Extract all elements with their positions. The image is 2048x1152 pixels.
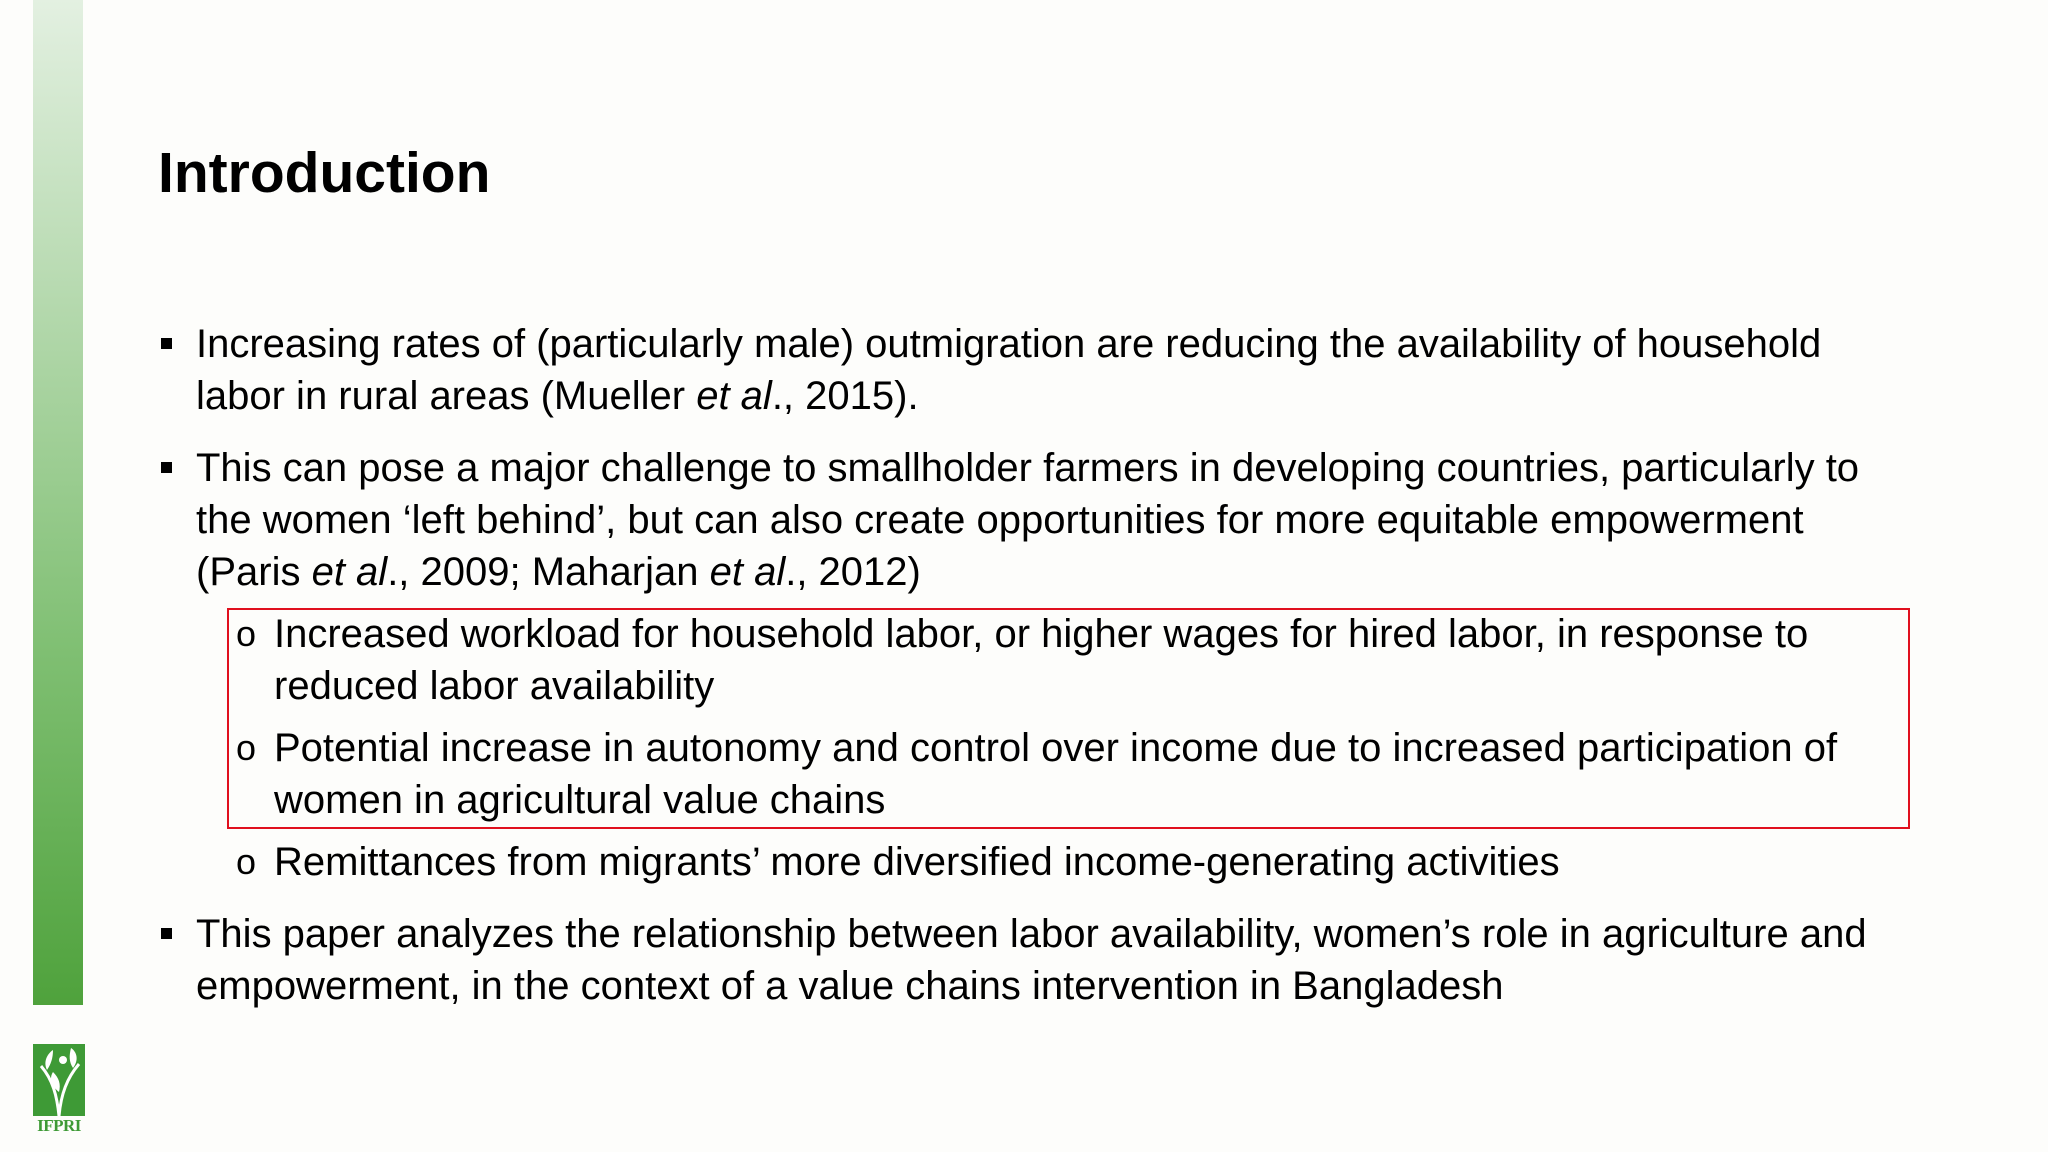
slide-title: Introduction	[158, 141, 491, 205]
circle-bullet-icon: o	[236, 613, 257, 654]
square-bullet-icon	[161, 338, 172, 349]
ifpri-logo	[33, 1040, 85, 1135]
slide-body	[158, 318, 1918, 1012]
bullet-item: Increasing rates of (particularly male) outmigration are reducing the availability of household labor in rural areas (Mueller et al., 2015).	[158, 318, 1918, 422]
circle-bullet-icon: o	[236, 727, 257, 768]
sub-bullet-item: o Remittances from migrants’ more diversified income-generating activities	[158, 836, 1918, 888]
side-accent-bar	[33, 0, 83, 1005]
sub-bullet-item: o Potential increase in autonomy and control over income due to increased participation of women in agricultural value chains	[158, 722, 1918, 826]
sub-bullet-item: o Increased workload for household labor, or higher wages for hired labor, in response to reduced labor availability	[158, 608, 1918, 712]
circle-bullet-icon: o	[236, 841, 257, 882]
square-bullet-icon	[161, 462, 172, 473]
logo-text: IFPRI	[37, 1116, 81, 1135]
bullet-item: This can pose a major challenge to smallholder farmers in developing countries, particularly to the women ‘left behind’, but can also create opportunities for more equitable empowerment (Paris et al., 2009; Maharjan et al., 2012)	[158, 442, 1918, 598]
bullet-item: This paper analyzes the relationship between labor availability, women’s role in agriculture and empowerment, in the context of a value chains intervention in Bangladesh	[158, 908, 1918, 1012]
square-bullet-icon	[161, 928, 172, 939]
ifpri-plant-icon	[33, 1040, 85, 1116]
